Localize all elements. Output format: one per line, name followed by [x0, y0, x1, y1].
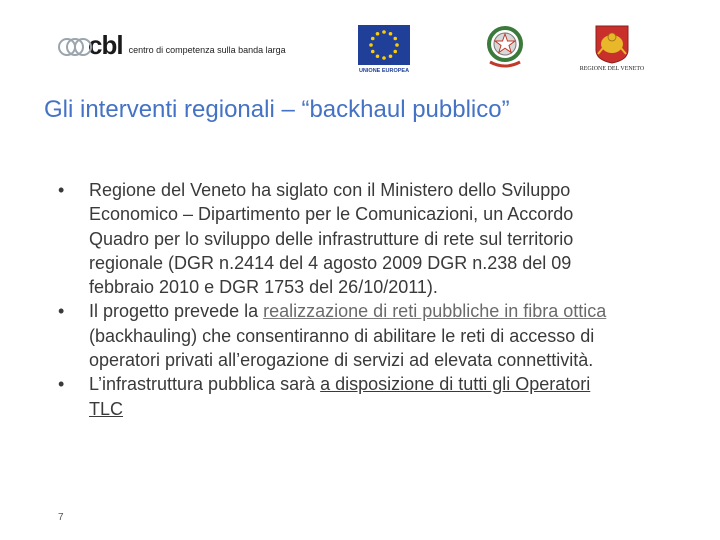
bullet-text: Regione del Veneto ha siglato con il Ministero dello Sviluppo Economico – Dipartimento per le Comunicazioni, un Accordo Quadro per lo sviluppo delle infrastrutture di rete sul territorio regionale (DGR n.2414 del 4 agosto 2009 DGR n.238 del 09 febbraio 2010 e DGR 1753 del 26/10/2011). — [89, 180, 574, 298]
cbl-rings-icon — [58, 34, 92, 56]
bullet-list — [58, 178, 628, 421]
bullet-dot: • — [58, 180, 65, 200]
cbl-logo-text: cbl — [88, 29, 123, 60]
eu-star-icon — [389, 54, 393, 58]
italian-republic-emblem-icon — [482, 22, 528, 72]
eu-star-icon — [376, 54, 380, 58]
eu-star-icon — [371, 37, 375, 41]
eu-flag-icon — [358, 25, 410, 65]
cbl-tagline: centro di competenza sulla banda larga — [128, 45, 286, 55]
eu-star-icon — [395, 43, 399, 47]
eu-star-icon — [382, 30, 386, 34]
slide-title: Gli interventi regionali – “backhaul pubblico” — [44, 96, 510, 123]
page-number: 7 — [58, 512, 64, 523]
eu-star-icon — [393, 50, 397, 54]
bullet-item-accordo — [58, 178, 628, 299]
bullet-text-prefix: L’infrastruttura pubblica sarà — [89, 374, 321, 395]
eu-caption: UNIONE EUROPEA — [358, 68, 410, 74]
bullet-item-progetto — [58, 299, 628, 372]
eu-star-icon — [393, 37, 397, 41]
bullet-dot: • — [58, 301, 65, 322]
eu-star-icon — [371, 50, 375, 54]
eu-star-icon — [382, 56, 386, 60]
highlighted-phrase: realizzazione di reti pubbliche in fibra ottica — [263, 301, 607, 322]
bullet-text-prefix: Il progetto prevede la — [89, 301, 264, 322]
bullet-text-suffix: (backhauling) che consentiranno di abilitare le reti di accesso di operatori privati all’erogazione di servizi ad elevata connettività. — [89, 325, 595, 371]
bullet-item-infrastruttura — [58, 372, 628, 421]
veneto-caption: REGIONE DEL VENETO — [579, 66, 645, 72]
underlined-phrase: a disposizione di tutti gli Operatori TLC — [89, 374, 591, 419]
bullet-dot: • — [58, 374, 65, 395]
regione-veneto-lion-icon — [594, 24, 630, 64]
eu-star-icon — [376, 32, 380, 36]
slide-header — [0, 0, 720, 90]
cbl-logo — [58, 30, 286, 60]
eu-star-icon — [369, 43, 373, 47]
eu-star-icon — [389, 32, 393, 36]
